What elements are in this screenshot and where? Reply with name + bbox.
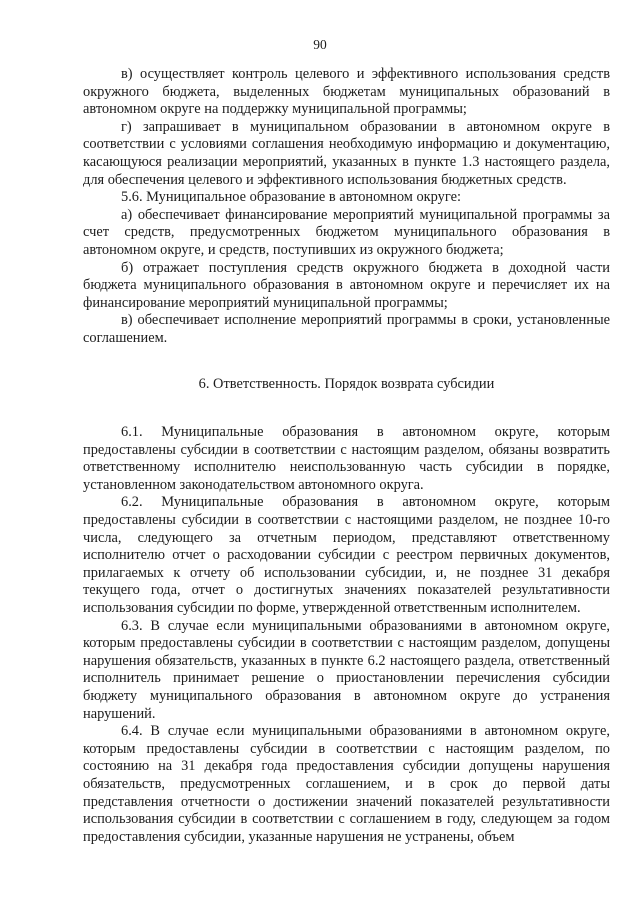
paragraph-5-5-g: г) запрашивает в муниципальном образовании в автономном округе в соответствии с условиями соглашения необходимую информацию и документацию, касающуюся реализации мероприятий, указанных в пункте 1.3 настоящего раздела, для обеспечения целевого и эффективного использования бюджетных средств. bbox=[83, 118, 610, 188]
paragraph-5-5-v: в) осуществляет контроль целевого и эффективного использования средств окружного бюджета, выделенных бюджетам муниципальных образований в автономном округе на поддержку муниципальной программы; bbox=[83, 66, 610, 118]
paragraph-5-6-v: в) обеспечивает исполнение мероприятий программы в сроки, установленные соглашением. bbox=[83, 312, 610, 346]
page-number: 90 bbox=[313, 37, 327, 52]
paragraph-5-6-b: б) отражает поступления средств окружного бюджета в доходной части бюджета муниципального образования в автономном округе и перечисляет их на финансирование мероприятий муниципальной программы; bbox=[83, 259, 610, 311]
paragraph-6-4: 6.4. В случае если муниципальными образованиями в автономном округе, которым предоставлены субсидии в соответствии с настоящим разделом, по состоянию на 31 декабря года предоставления субсидии допущены нарушения обязательств, предусмотренных соглашением, и в срок до первой даты представления отчетности о достижении значений показателей результативности использования субсидии в соответствии с соглашением в году, следующем за годом предоставления субсидии, указанные нарушения не устранены, объем bbox=[83, 723, 610, 845]
document-body bbox=[83, 66, 610, 846]
paragraph-6-3: 6.3. В случае если муниципальными образованиями в автономном округе, которым предоставлены субсидии в соответствии с настоящим разделом, допущены нарушения обязательств, указанных в пункте 6.2 настоящего раздела, ответственный исполнитель принимает решение о приостановлении перечисления субсидии бюджету муниципального образования в автономном округе до устранения нарушений. bbox=[83, 617, 610, 722]
paragraph-5-6-a: а) обеспечивает финансирование мероприятий муниципальной программы за счет средств, предусмотренных бюджетом муниципального образования в автономном округе, и средств, поступивших из окружного бюджета; bbox=[83, 206, 610, 258]
section-heading: 6. Ответственность. Порядок возврата субсидии bbox=[198, 375, 495, 392]
paragraph-5-6: 5.6. Муниципальное образование в автономном округе: bbox=[121, 189, 461, 206]
paragraph-6-1: 6.1. Муниципальные образования в автономном округе, которым предоставлены субсидии в соответствии с настоящим разделом, обязаны возвратить ответственному исполнителю неиспользованную часть субсидии в порядке, установленном законодательством автономного округа. bbox=[83, 424, 610, 493]
paragraph-6-2: 6.2. Муниципальные образования в автономном округе, которым предоставлены субсидии в соответствии с настоящими разделом, не позднее 10-го числа, следующего за отчетным периодом, представляют ответственному исполнителю отчет о расходовании субсидии с реестром первичных документов, прилагаемых к отчету об использовании субсидии, и, не позднее 31 декабря текущего года, отчет о достигнутых значениях показателей результативности использования субсидии по форме, утвержденной ответственным исполнителем. bbox=[83, 494, 610, 617]
